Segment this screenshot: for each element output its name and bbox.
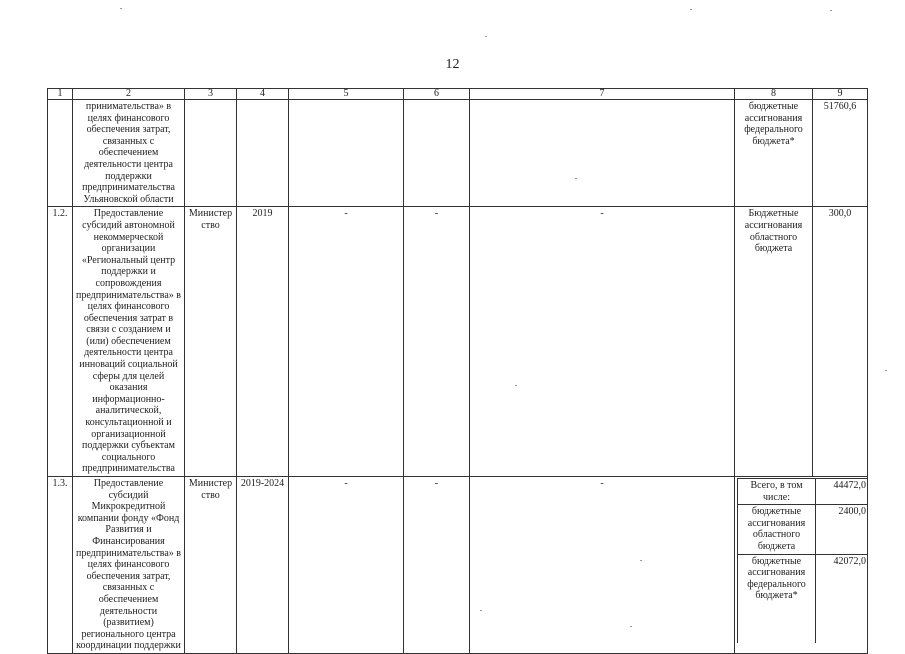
column-7-cell: - bbox=[470, 207, 735, 477]
period bbox=[237, 100, 289, 207]
column-5-cell: - bbox=[289, 207, 404, 477]
scan-speck bbox=[120, 8, 122, 9]
period: 2019-2024 bbox=[237, 477, 289, 654]
funding-amount: 2400,0 bbox=[816, 505, 868, 554]
column-header: 3 bbox=[185, 89, 237, 100]
row-number: 1.3. bbox=[48, 477, 73, 654]
funding-subrow bbox=[738, 554, 868, 643]
column-header: 5 bbox=[289, 89, 404, 100]
column-header: 8 bbox=[735, 89, 813, 100]
column-7-cell bbox=[470, 100, 735, 207]
period: 2019 bbox=[237, 207, 289, 477]
measure-name: Предоставление субсидий автономной некоммерческой организации «Региональный центр поддержки и сопровождения предпринимательства» в целях финансового обеспечения затрат в связи с созданием и (или) обеспечением деятельности центра инноваций социальной сферы для целей оказания информационно-аналитической, консультационной и организационной поддержки субъектам социального предпринимательства bbox=[73, 207, 185, 477]
executor bbox=[185, 100, 237, 207]
column-5-cell: - bbox=[289, 477, 404, 654]
column-header: 9 bbox=[813, 89, 868, 100]
column-header: 7 bbox=[470, 89, 735, 100]
column-header: 2 bbox=[73, 89, 185, 100]
table-row bbox=[48, 477, 868, 654]
scan-speck bbox=[690, 9, 692, 10]
scan-speck bbox=[630, 626, 632, 627]
scan-speck bbox=[885, 370, 887, 371]
page-number: 12 bbox=[445, 57, 460, 72]
funding-amount: 51760,6 bbox=[813, 100, 868, 207]
scan-speck bbox=[575, 178, 577, 179]
funding-amount: 42072,0 bbox=[816, 554, 868, 643]
funding-subtable bbox=[737, 478, 868, 643]
scan-speck bbox=[480, 610, 482, 611]
scan-speck bbox=[640, 560, 642, 561]
funding-source: Всего, в том числе: bbox=[738, 479, 816, 505]
column-header: 1 bbox=[48, 89, 73, 100]
program-table bbox=[47, 88, 868, 654]
column-7-cell: - bbox=[470, 477, 735, 654]
funding-breakdown bbox=[735, 477, 868, 654]
executor: Министерство bbox=[185, 207, 237, 477]
scan-speck bbox=[515, 385, 517, 386]
column-6-cell bbox=[404, 100, 470, 207]
funding-source: бюджетные ассигнования областного бюджета bbox=[738, 505, 816, 554]
column-number-row bbox=[48, 89, 868, 100]
funding-subrow bbox=[738, 505, 868, 554]
funding-source: бюджетные ассигнования федерального бюджета* bbox=[738, 554, 816, 643]
funding-source: Бюджетные ассигнования областного бюджета bbox=[735, 207, 813, 477]
measure-name: принимательства» в целях финансового обеспечения затрат, связанных с обеспечением деятельности центра поддержки предпринимательства Ульяновской области bbox=[73, 100, 185, 207]
column-header: 6 bbox=[404, 89, 470, 100]
column-6-cell: - bbox=[404, 207, 470, 477]
row-number: 1.2. bbox=[48, 207, 73, 477]
table-row bbox=[48, 100, 868, 207]
funding-amount: 300,0 bbox=[813, 207, 868, 477]
funding-source: бюджетные ассигнования федерального бюджета* bbox=[735, 100, 813, 207]
executor: Министерство bbox=[185, 477, 237, 654]
measure-name: Предоставление субсидий Микрокредитной компании фонду «Фонд Развития и Финансирования предпринимательства» в целях финансового обеспечения затрат, связанных с обеспечением деятельности (развитием) регионального центра координации поддержки bbox=[73, 477, 185, 654]
row-number bbox=[48, 100, 73, 207]
funding-subrow bbox=[738, 479, 868, 505]
column-header: 4 bbox=[237, 89, 289, 100]
column-6-cell: - bbox=[404, 477, 470, 654]
scan-speck bbox=[485, 36, 487, 37]
column-5-cell bbox=[289, 100, 404, 207]
funding-amount: 44472,0 bbox=[816, 479, 868, 505]
scan-speck bbox=[830, 10, 832, 11]
table-row bbox=[48, 207, 868, 477]
